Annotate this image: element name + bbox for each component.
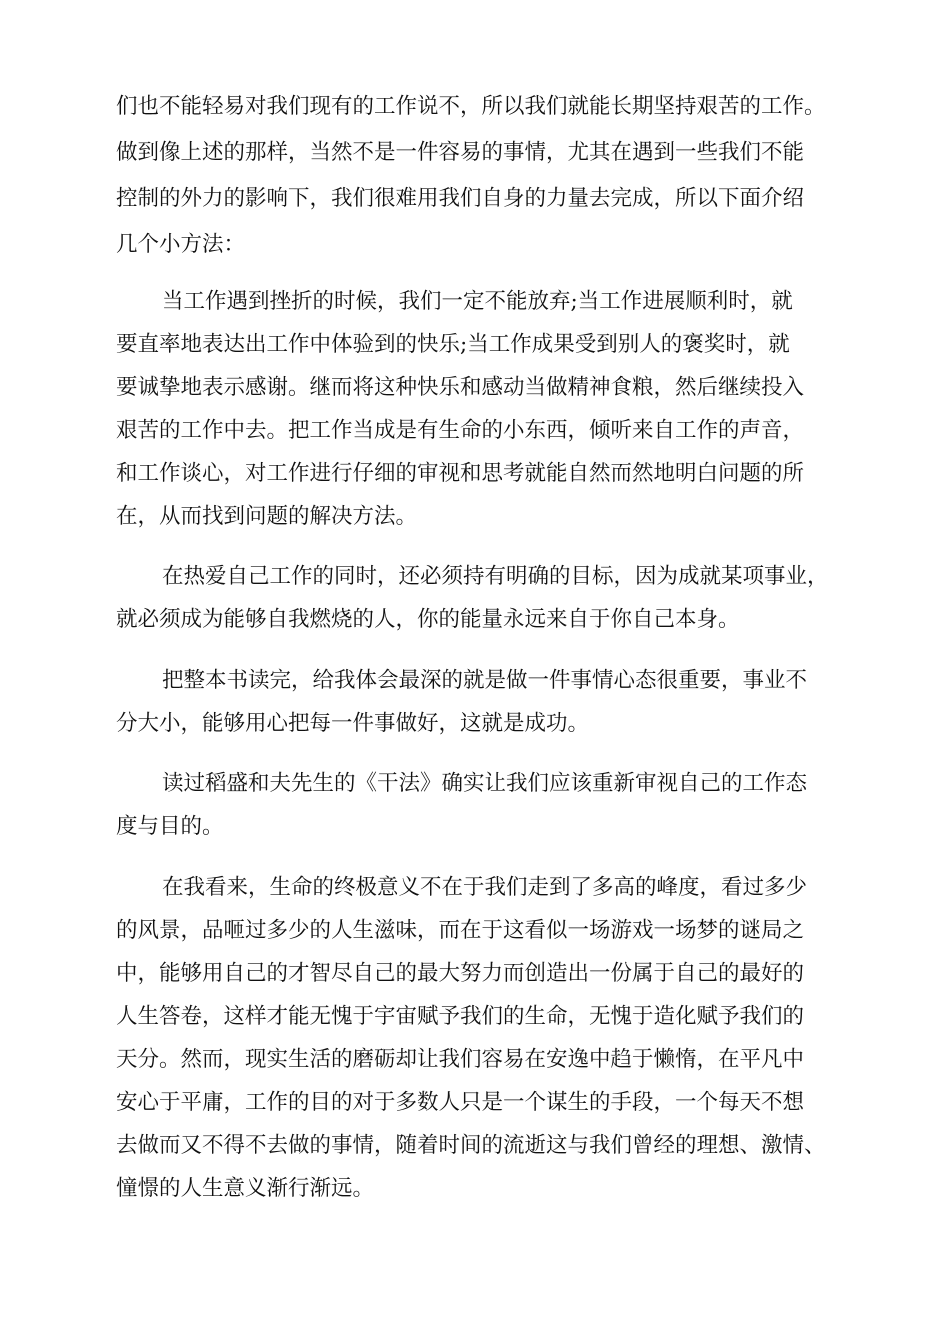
text-line: 在我看来，生命的终极意义不在于我们走到了多高的峰度，看过多少 <box>162 875 808 900</box>
text-line: 读过稻盛和夫先生的《干法》确实让我们应该重新审视自己的工作态 <box>162 771 808 796</box>
text-line: 就必须成为能够自我燃烧的人，你的能量永远来自于你自己本身。 <box>116 607 740 632</box>
text-line: 做到像上述的那样，当然不是一件容易的事情，尤其在遇到一些我们不能 <box>116 140 805 165</box>
text-line: 控制的外力的影响下，我们很难用我们自身的力量去完成，所以下面介绍 <box>116 186 805 211</box>
text-line: 的风景，品咂过多少的人生滋味，而在于这看似一场游戏一场梦的谜局之 <box>116 918 805 943</box>
text-line: 去做而又不得不去做的事情，随着时间的流逝这与我们曾经的理想、激情、 <box>116 1133 826 1158</box>
text-line: 天分。然而，现实生活的磨砺却让我们容易在安逸中趋于懒惰，在平凡中 <box>116 1047 805 1072</box>
text-line: 憧憬的人生意义渐行渐远。 <box>116 1176 375 1201</box>
text-line: 分大小，能够用心把每一件事做好，这就是成功。 <box>116 711 590 736</box>
text-line: 要直率地表达出工作中体验到的快乐;当工作成果受到别人的褒奖时，就 <box>116 332 790 357</box>
text-line: 中，能够用自己的才智尽自己的最大努力而创造出一份属于自己的最好的 <box>116 961 805 986</box>
text-line: 当工作遇到挫折的时候，我们一定不能放弃;当工作进展顺利时，就 <box>162 289 793 314</box>
text-line: 要诚挚地表示感谢。继而将这种快乐和感动当做精神食粮，然后继续投入 <box>116 375 805 400</box>
text-line: 在，从而找到问题的解决方法。 <box>116 504 418 529</box>
text-line: 在热爱自己工作的同时，还必须持有明确的目标，因为成就某项事业， <box>162 564 829 589</box>
text-line: 艰苦的工作中去。把工作当成是有生命的小东西，倾听来自工作的声音， <box>116 418 805 443</box>
text-line: 度与目的。 <box>116 814 224 839</box>
text-line: 人生答卷，这样才能无愧于宇宙赋予我们的生命，无愧于造化赋予我们的 <box>116 1004 805 1029</box>
text-line: 和工作谈心，对工作进行仔细的审视和思考就能自然而然地明白问题的所 <box>116 461 805 486</box>
text-line: 们也不能轻易对我们现有的工作说不，所以我们就能长期坚持艰苦的工作。 <box>116 94 826 119</box>
text-line: 安心于平庸，工作的目的对于多数人只是一个谋生的手段，一个每天不想 <box>116 1090 805 1115</box>
text-line: 把整本书读完，给我体会最深的就是做一件事情心态很重要，事业不 <box>162 668 808 693</box>
text-line: 几个小方法： <box>116 232 246 257</box>
